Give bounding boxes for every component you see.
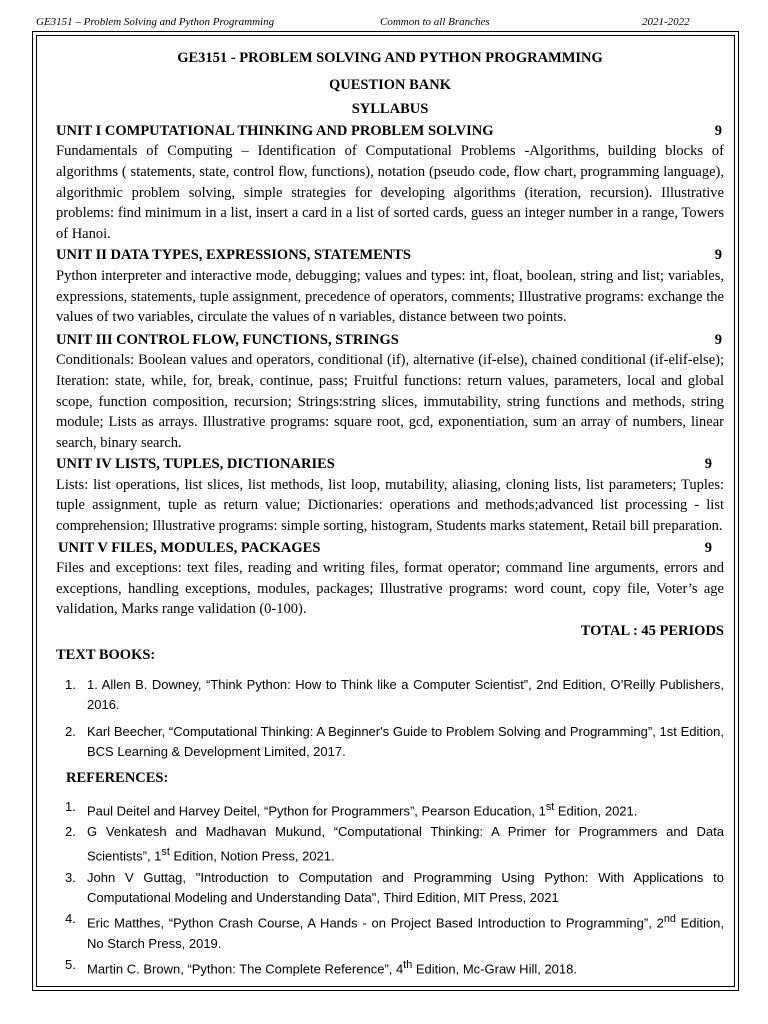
ordinal-suffix: st bbox=[545, 800, 555, 813]
section-syllabus: SYLLABUS bbox=[351, 101, 429, 118]
reference-text-end: Edition, Notion Press, 2021. bbox=[169, 848, 335, 864]
list-item bbox=[56, 909, 724, 954]
book-citation: 1. Allen B. Downey, “Think Python: How to Think like a Computer Scientist”, 2nd Edition, O’Reilly Publishers, 2016. bbox=[87, 677, 724, 713]
unit-heading bbox=[56, 330, 724, 351]
unit-description: Lists: list operations, list slices, list methods, list loop, mutability, aliasing, cloning lists, list parameters; Tuples: tuple assignment, tuple as return value; Dictionaries: operations and methods;advanced list processing - list comprehension; Illustrative programs: simple sorting, histogram, Students marks statement, Retail bill preparation. bbox=[56, 476, 724, 535]
list-item bbox=[56, 797, 724, 822]
reference-text-end: Edition, No Starch Press, 2019. bbox=[87, 915, 724, 951]
reference-text-end: Edition, Mc-Graw Hill, 2018. bbox=[412, 961, 577, 977]
reference-text: Martin C. Brown, “Python: The Complete Reference”, 4 bbox=[87, 961, 404, 977]
text-books-list bbox=[56, 675, 724, 762]
unit-hours: 9 bbox=[714, 331, 722, 348]
unit-heading bbox=[56, 245, 724, 266]
unit-heading bbox=[56, 121, 724, 142]
list-number: 3. bbox=[65, 869, 76, 885]
list-item bbox=[56, 868, 724, 908]
ordinal-suffix: st bbox=[161, 846, 170, 859]
unit-description: Python interpreter and interactive mode, debugging; values and types: int, float, boolean, string and list; variables, expressions, statements, tuple assignment, precedence of operators, comments; Illustrative programs: exchange the values of two variables, circulate the values of n variables, distance between two points. bbox=[56, 267, 724, 326]
unit-hours: 9 bbox=[714, 247, 722, 264]
unit-4 bbox=[56, 454, 724, 536]
unit-2 bbox=[56, 245, 724, 327]
list-number: 1. bbox=[65, 677, 76, 693]
unit-hours: 9 bbox=[704, 539, 712, 556]
reference-text: Eric Matthes, “Python Crash Course, A Hands - on Project Based Introduction to Programming”, 2 bbox=[87, 915, 664, 931]
unit-description: Fundamentals of Computing – Identification of Computational Problems -Algorithms, building blocks of algorithms ( statements, state, control flow, functions), notation (pseudo code, flow chart, programming language), algorithmic problem solving, simple strategies for developing algorithms (iteration, recursion). Illustrative problems: find minimum in a list, insert a card in a list of sorted cards, guess an integer number in a range, Towers of Hanoi. bbox=[56, 143, 724, 242]
total-periods: TOTAL : 45 PERIODS bbox=[580, 623, 724, 640]
unit-heading bbox=[56, 454, 724, 475]
header-year: 2021-2022 bbox=[642, 16, 690, 28]
unit-1 bbox=[56, 121, 724, 245]
unit-title: UNIT IV LISTS, TUPLES, DICTIONARIES bbox=[56, 456, 335, 473]
unit-5 bbox=[56, 538, 724, 620]
ordinal-suffix: th bbox=[403, 959, 413, 972]
list-number: 5. bbox=[65, 957, 76, 973]
unit-description: Conditionals: Boolean values and operators, conditional (if), alternative (if-else), chained conditional (if-elif-else); Iteration: state, while, for, break, continue, pass; Fruitful functions: return values, parameters, local and global scope, function composition, recursion; Strings:string slices, immutability, string functions and methods, string module; Lists as arrays. Illustrative programs: square root, gcd, exponentiation, sum an array of numbers, linear search, binary search. bbox=[56, 352, 724, 451]
header-course: GE3151 – Problem Solving and Python Programming bbox=[36, 16, 275, 28]
reference-text: G Venkatesh and Madhavan Mukund, “Computational Thinking: A Primer for Programmers and Data Scientists”, 1 bbox=[87, 824, 724, 864]
list-item bbox=[56, 955, 724, 980]
list-number: 2. bbox=[65, 824, 76, 840]
references-heading: REFERENCES: bbox=[66, 770, 169, 787]
list-item bbox=[56, 722, 724, 762]
unit-hours: 9 bbox=[704, 456, 712, 473]
ordinal-suffix: nd bbox=[663, 913, 676, 926]
unit-title: UNIT V FILES, MODULES, PACKAGES bbox=[58, 539, 321, 556]
references-list bbox=[56, 797, 724, 980]
list-item bbox=[56, 675, 724, 715]
list-number: 1. bbox=[65, 798, 76, 814]
list-number: 4. bbox=[65, 911, 76, 927]
unit-title: UNIT I COMPUTATIONAL THINKING AND PROBLEM SOLVING bbox=[56, 122, 494, 139]
header-audience: Common to all Branches bbox=[380, 16, 490, 28]
reference-text: John V Guttag, "Introduction to Computation and Programming Using Python: With Applications to Computational Modeling and Understanding Data", Third Edition, MIT Press, 2021 bbox=[87, 869, 724, 906]
document-title: GE3151 - PROBLEM SOLVING AND PYTHON PROGRAMMING bbox=[177, 50, 603, 66]
document-body bbox=[56, 46, 724, 981]
list-number: 2. bbox=[65, 723, 76, 739]
unit-3 bbox=[56, 330, 724, 454]
unit-title: UNIT III CONTROL FLOW, FUNCTIONS, STRINGS bbox=[56, 331, 399, 348]
unit-hours: 9 bbox=[714, 122, 722, 139]
unit-heading bbox=[56, 538, 724, 559]
text-books-heading: TEXT BOOKS: bbox=[56, 646, 156, 663]
unit-title: UNIT II DATA TYPES, EXPRESSIONS, STATEMENTS bbox=[56, 247, 411, 264]
list-item bbox=[56, 822, 724, 867]
unit-description: Files and exceptions: text files, reading and writing files, format operator; command line arguments, errors and exceptions, handling exceptions, modules, packages; Illustrative programs: word count, copy file, Voter’s age validation, Marks range validation (0-100). bbox=[56, 560, 724, 618]
document-subtitle: QUESTION BANK bbox=[328, 76, 452, 93]
reference-text: Paul Deitel and Harvey Deitel, “Python for Programmers”, Pearson Education, 1 bbox=[87, 802, 546, 818]
reference-text-end: Edition, 2021. bbox=[554, 802, 638, 818]
book-citation: Karl Beecher, “Computational Thinking: A Beginner's Guide to Problem Solving and Programming”, 1st Edition, BCS Learning & Development Limited, 2017. bbox=[87, 723, 724, 759]
